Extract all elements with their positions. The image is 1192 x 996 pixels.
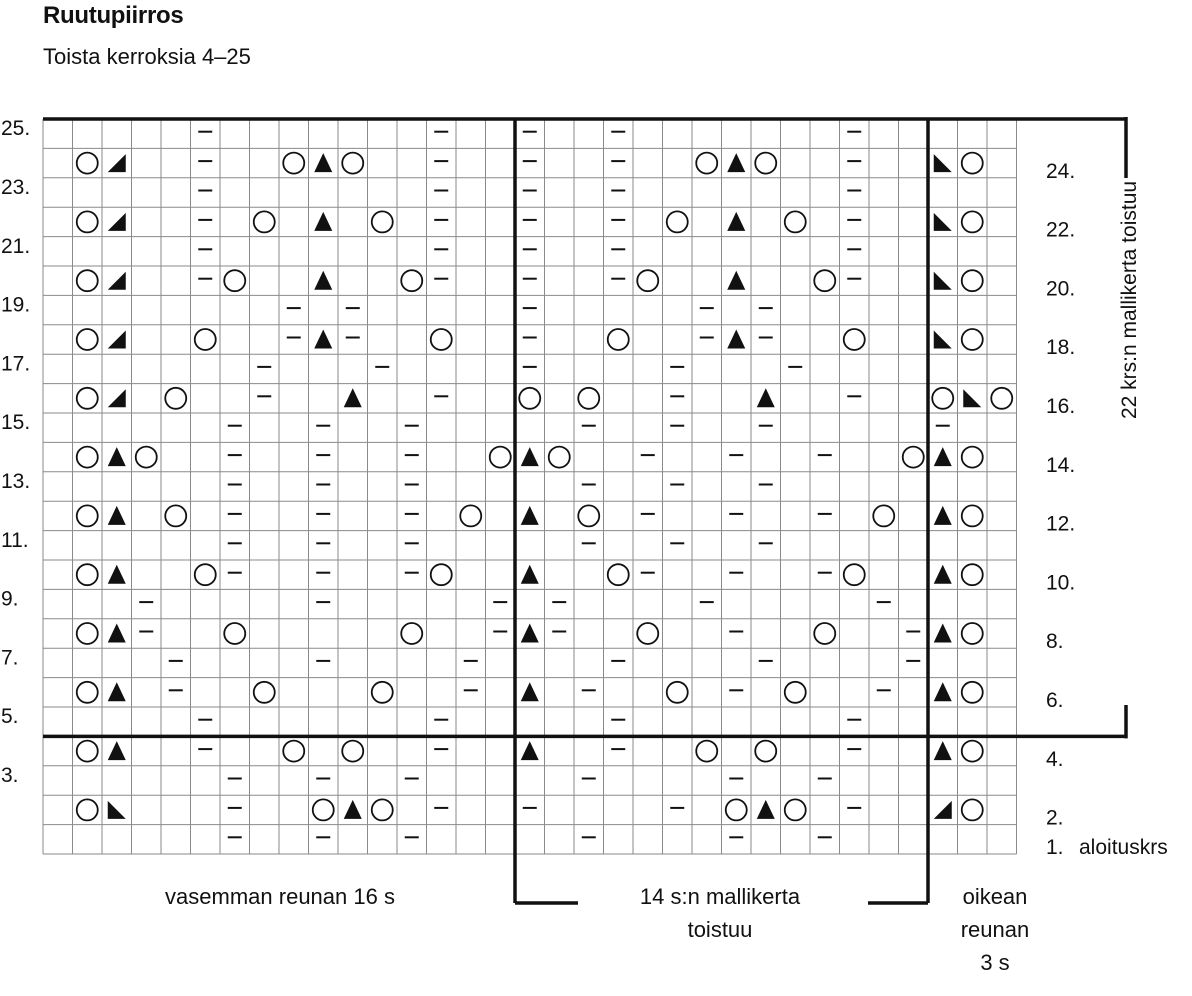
yarn-over-symbol [313,799,334,820]
row-label-right: 24. [1046,159,1076,183]
triangle-decrease-symbol [108,741,126,760]
yarn-over-symbol [962,153,983,174]
right-edge-label-line-3: 3 s [980,950,1010,975]
yarn-over-symbol [608,329,629,350]
yarn-over-symbol [578,388,599,409]
first-row-label: aloituskrs [1079,836,1168,859]
yarn-over-symbol [903,447,924,468]
yarn-over-symbol [77,741,98,762]
yarn-over-symbol [77,388,98,409]
yarn-over-symbol [77,447,98,468]
repeat-stitches-label [600,880,840,946]
yarn-over-symbol [136,447,157,468]
triangle-decrease-symbol [108,565,126,584]
right-leaning-decrease-symbol [108,154,126,172]
triangle-decrease-symbol [934,682,952,701]
right-edge-label-line-2: reunan [960,917,1030,942]
right-leaning-decrease-symbol [108,389,126,407]
chart-subtitle: Toista kerroksia 4–25 [43,44,251,69]
yarn-over-symbol [962,329,983,350]
left-leaning-decrease-symbol [108,801,126,819]
row-label-left: 11. [1,528,29,552]
yarn-over-symbol [608,564,629,585]
yarn-over-symbol [844,329,865,350]
triangle-decrease-symbol [727,330,745,349]
yarn-over-symbol [431,564,452,585]
yarn-over-symbol [460,505,481,526]
triangle-decrease-symbol [934,565,952,584]
triangle-decrease-symbol [934,624,952,643]
left-leaning-decrease-symbol [934,331,952,349]
yarn-over-symbol [372,211,393,232]
row-label-right: 1. [1046,836,1064,859]
yarn-over-symbol [844,564,865,585]
right-leaning-decrease-symbol [108,272,126,290]
yarn-over-symbol [77,623,98,644]
triangle-decrease-symbol [108,506,126,525]
yarn-over-symbol [755,741,776,762]
yarn-over-symbol [962,741,983,762]
yarn-over-symbol [77,682,98,703]
triangle-decrease-symbol [934,447,952,466]
triangle-decrease-symbol [344,388,362,407]
row-label-left: 21. [1,234,31,258]
yarn-over-symbol [195,329,216,350]
row-label-left: 17. [1,352,31,376]
yarn-over-symbol [962,211,983,232]
yarn-over-symbol [814,270,835,291]
yarn-over-symbol [962,505,983,526]
row-label-left: 13. [1,469,31,493]
triangle-decrease-symbol [108,624,126,643]
yarn-over-symbol [932,388,953,409]
yarn-over-symbol [77,329,98,350]
right-edge-label [940,880,1050,979]
yarn-over-symbol [962,447,983,468]
row-label-left: 19. [1,293,31,317]
row-label-right: 12. [1046,512,1076,536]
triangle-decrease-symbol [521,506,539,525]
row-labels [1,117,1168,859]
row-label-right: 20. [1046,277,1076,301]
triangle-decrease-symbol [521,741,539,760]
row-label-right: 22. [1046,218,1076,242]
triangle-decrease-symbol [757,388,775,407]
yarn-over-symbol [77,799,98,820]
yarn-over-symbol [342,153,363,174]
left-leaning-decrease-symbol [934,272,952,290]
yarn-over-symbol [726,799,747,820]
yarn-over-symbol [962,623,983,644]
triangle-decrease-symbol [934,741,952,760]
yarn-over-symbol [165,505,186,526]
yarn-over-symbol [873,505,894,526]
yarn-over-symbol [696,741,717,762]
yarn-over-symbol [785,211,806,232]
triangle-decrease-symbol [108,447,126,466]
row-label-left: 7. [1,646,19,670]
yarn-over-symbol [578,505,599,526]
row-repeat-label: 22 krs:n mallikerta toistuu [1118,180,1141,420]
yarn-over-symbol [814,623,835,644]
repeat-label-line-1: 14 s:n mallikerta [639,884,801,909]
yarn-over-symbol [785,682,806,703]
row-label-left: 23. [1,175,31,199]
row-label-right: 14. [1046,453,1076,477]
row-label-right: 16. [1046,395,1076,418]
yarn-over-symbol [77,153,98,174]
left-leaning-decrease-symbol [963,389,981,407]
yarn-over-symbol [962,564,983,585]
row-label-right: 10. [1046,571,1076,595]
row-label-right: 6. [1046,689,1064,712]
triangle-decrease-symbol [314,212,332,231]
triangle-decrease-symbol [521,624,539,643]
triangle-decrease-symbol [521,682,539,701]
chart-title: Ruutupiirros [43,2,184,29]
yarn-over-symbol [254,211,275,232]
triangle-decrease-symbol [314,330,332,349]
yarn-over-symbol [224,623,245,644]
row-label-right: 4. [1046,747,1064,771]
yarn-over-symbol [401,623,422,644]
row-label-left: 3. [1,763,19,787]
right-leaning-decrease-symbol [108,331,126,349]
row-label-left: 9. [1,587,19,611]
yarn-over-symbol [77,505,98,526]
yarn-over-symbol [519,388,540,409]
triangle-decrease-symbol [727,212,745,231]
triangle-decrease-symbol [727,153,745,172]
left-leaning-decrease-symbol [934,213,952,231]
right-leaning-decrease-symbol [108,213,126,231]
yarn-over-symbol [224,270,245,291]
yarn-over-symbol [77,211,98,232]
triangle-decrease-symbol [521,565,539,584]
yarn-over-symbol [962,799,983,820]
yarn-over-symbol [77,564,98,585]
row-label-left: 25. [1,117,31,141]
row-label-right: 2. [1046,806,1064,830]
triangle-decrease-symbol [521,447,539,466]
left-edge-label [120,880,440,913]
triangle-decrease-symbol [314,271,332,290]
left-leaning-decrease-symbol [934,154,952,172]
yarn-over-symbol [283,741,304,762]
right-edge-label-line-1: oikean [962,884,1028,909]
row-label-left: 15. [1,411,31,435]
yarn-over-symbol [755,153,776,174]
row-label-right: 8. [1046,630,1064,654]
yarn-over-symbol [962,270,983,291]
left-edge-label-text: vasemman reunan 16 s [165,884,395,909]
triangle-decrease-symbol [314,153,332,172]
repeat-label-line-2: toistuu [687,917,753,942]
yarn-over-symbol [637,270,658,291]
yarn-over-symbol [962,682,983,703]
yarn-over-symbol [195,564,216,585]
yarn-over-symbol [372,682,393,703]
triangle-decrease-symbol [344,800,362,819]
yarn-over-symbol [637,623,658,644]
right-leaning-decrease-symbol [934,801,952,819]
triangle-decrease-symbol [757,800,775,819]
yarn-over-symbol [696,153,717,174]
yarn-over-symbol [991,388,1012,409]
row-label-right: 18. [1046,336,1076,360]
yarn-over-symbol [254,682,275,703]
yarn-over-symbol [549,447,570,468]
yarn-over-symbol [490,447,511,468]
triangle-decrease-symbol [727,271,745,290]
yarn-over-symbol [785,799,806,820]
yarn-over-symbol [77,270,98,291]
row-label-left: 5. [1,705,19,729]
yarn-over-symbol [667,682,688,703]
yarn-over-symbol [283,153,304,174]
yarn-over-symbol [372,799,393,820]
yarn-over-symbol [431,329,452,350]
yarn-over-symbol [165,388,186,409]
yarn-over-symbol [667,211,688,232]
yarn-over-symbol [401,270,422,291]
yarn-over-symbol [342,741,363,762]
triangle-decrease-symbol [934,506,952,525]
triangle-decrease-symbol [108,682,126,701]
